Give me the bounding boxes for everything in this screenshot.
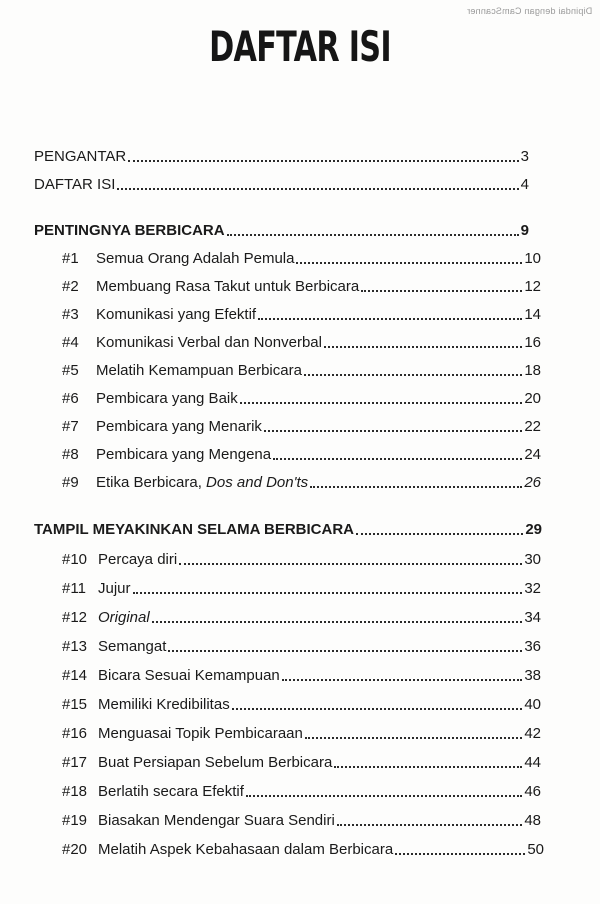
toc-item-7[interactable] [62,418,541,440]
leader-dots [296,262,522,264]
leader-dots [334,766,522,768]
toc-item-page: 42 [524,725,541,742]
toc-item-11[interactable] [62,580,541,602]
toc-item-number: #3 [62,306,79,323]
leader-dots [304,374,522,376]
toc-item-label: Buat Persiapan Sebelum Berbicara [98,754,333,771]
toc-item-label: Menguasai Topik Pembicaraan [98,725,303,742]
toc-item-label-prefix: Etika Berbicara, [96,474,207,491]
toc-entry-page: 3 [520,148,529,165]
toc-item-15[interactable] [62,696,541,718]
toc-item-number: #12 [62,609,88,626]
leader-dots [264,430,522,432]
toc-item-number: #2 [62,278,79,295]
toc-item-page: 30 [524,551,541,568]
leader-dots [282,679,523,681]
toc-item-page: 10 [524,250,541,267]
leader-dots [133,592,523,594]
toc-item-label: Komunikasi yang Efektif [96,306,257,323]
toc-section-page: 9 [520,222,529,239]
toc-item-label: Berlatih secara Efektif [98,783,244,800]
toc-entry-pengantar[interactable] [34,148,529,170]
toc-item-page: 44 [524,754,541,771]
leader-dots [179,563,522,565]
leader-dots [168,650,522,652]
toc-entry-label: DAFTAR ISI [34,176,116,193]
toc-item-4[interactable] [62,334,541,356]
toc-item-number: #9 [62,474,79,491]
toc-item-label: Komunikasi Verbal dan Nonverbal [96,334,322,351]
toc-item-19[interactable] [62,812,541,834]
toc-item-label: Pembicara yang Mengena [96,446,272,463]
toc-entry-daftar-isi[interactable] [34,176,529,198]
toc-item-20[interactable] [62,841,544,863]
toc-item-number: #19 [62,812,88,829]
toc-entry-label: PENGANTAR [34,148,127,165]
toc-item-number: #13 [62,638,88,655]
toc-item-16[interactable] [62,725,541,747]
toc-item-page: 12 [524,278,541,295]
leader-dots [395,853,525,855]
toc-item-page: 14 [524,306,541,323]
toc-item-page: 36 [524,638,541,655]
leader-dots [273,458,522,460]
page-title: DAFTAR ISI [209,22,391,71]
toc-item-label: Original [98,609,150,626]
toc-item-8[interactable] [62,446,541,468]
leader-dots [246,795,522,797]
toc-section-tampil-meyakinkan[interactable] [34,521,542,543]
toc-item-page: 26 [524,474,541,491]
toc-item-label: Membuang Rasa Takut untuk Berbicara [96,278,360,295]
toc-item-page: 20 [524,390,541,407]
toc-item-number: #17 [62,754,88,771]
toc-item-label: Pembicara yang Menarik [96,418,262,435]
toc-item-label: Memiliki Kredibilitas [98,696,230,713]
toc-item-number: #11 [62,580,86,597]
toc-item-1[interactable] [62,250,541,272]
toc-item-5[interactable] [62,362,541,384]
toc-section-page: 29 [525,521,542,538]
toc-item-label-italic: Dos and Don'ts [206,474,309,491]
toc-item-2[interactable] [62,278,541,300]
leader-dots [305,737,522,739]
toc-item-page: 24 [524,446,541,463]
toc-item-number: #6 [62,390,79,407]
toc-item-17[interactable] [62,754,541,776]
toc-item-page: 48 [524,812,541,829]
leader-dots [240,402,523,404]
toc-item-label: Melatih Aspek Kebahasaan dalam Berbicara [98,841,394,858]
toc-item-page: 22 [524,418,541,435]
leader-dots [337,824,522,826]
leader-dots [258,318,522,320]
leader-dots [117,188,518,190]
toc-item-9[interactable] [62,474,541,496]
toc-item-label: Pembicara yang Baik [96,390,238,407]
toc-item-page: 34 [524,609,541,626]
leader-dots [361,290,522,292]
toc-section-pentingnya-berbicara[interactable] [34,222,529,244]
toc-item-13[interactable] [62,638,541,660]
leader-dots [310,486,522,488]
toc-item-label: Bicara Sesuai Kemampuan [98,667,280,684]
toc-item-number: #15 [62,696,88,713]
toc-item-12[interactable] [62,609,541,631]
leader-dots [152,621,523,623]
toc-item-number: #1 [62,250,79,267]
toc-item-label [96,474,308,491]
toc-section-label: TAMPIL MEYAKINKAN SELAMA BERBICARA [34,521,355,538]
leader-dots [232,708,523,710]
toc-item-label: Biasakan Mendengar Suara Sendiri [98,812,335,829]
toc-item-10[interactable] [62,551,541,573]
toc-item-number: #18 [62,783,88,800]
toc-item-page: 40 [524,696,541,713]
toc-entry-page: 4 [520,176,529,193]
toc-item-page: 50 [527,841,544,858]
toc-item-14[interactable] [62,667,541,689]
toc-item-number: #7 [62,418,79,435]
toc-item-number: #16 [62,725,88,742]
leader-dots [324,346,522,348]
leader-dots [356,533,523,535]
toc-item-page: 16 [524,334,541,351]
toc-item-3[interactable] [62,306,541,328]
toc-item-page: 46 [524,783,541,800]
toc-item-label: Melatih Kemampuan Berbicara [96,362,302,379]
toc-item-number: #10 [62,551,88,568]
toc-item-label: Percaya diri [98,551,178,568]
toc-item-number: #8 [62,446,79,463]
leader-dots [227,234,519,236]
toc-item-page: 38 [524,667,541,684]
toc-item-label: Jujur [98,580,131,597]
leader-dots [128,160,518,162]
toc-item-page: 18 [524,362,541,379]
toc-item-label: Semua Orang Adalah Pemula [96,250,295,267]
toc-item-18[interactable] [62,783,541,805]
toc-item-number: #5 [62,362,79,379]
toc-item-6[interactable] [62,390,541,412]
toc-item-label: Semangat [98,638,167,655]
toc-item-number: #14 [62,667,88,684]
toc-item-page: 32 [524,580,541,597]
toc-section-label: PENTINGNYA BERBICARA [34,222,225,239]
scanner-watermark: Dipindai dengan CamScanner [466,6,592,16]
toc-item-number: #20 [62,841,88,858]
toc-item-number: #4 [62,334,79,351]
